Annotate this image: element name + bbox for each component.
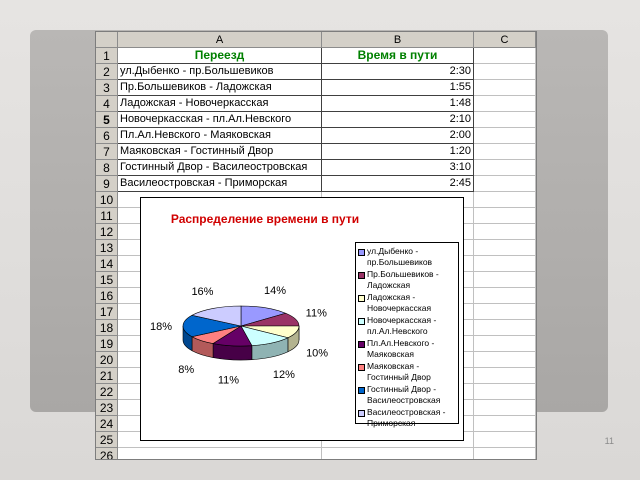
row-header-20[interactable]: 20: [96, 352, 118, 368]
empty-cell[interactable]: [474, 176, 536, 192]
empty-cell[interactable]: [474, 432, 536, 448]
empty-cell[interactable]: [474, 64, 536, 80]
row-header-15[interactable]: 15: [96, 272, 118, 288]
empty-cell[interactable]: [474, 256, 536, 272]
empty-cell[interactable]: [322, 448, 474, 460]
legend-item: [358, 384, 456, 406]
row-header-3[interactable]: 3: [96, 80, 118, 96]
route-cell[interactable]: Маяковская - Гостинный Двор: [118, 144, 322, 160]
legend-swatch: [358, 410, 365, 417]
legend-item: [358, 361, 456, 383]
empty-cell[interactable]: [118, 448, 322, 460]
legend-label: Василеостровская - Приморская: [367, 407, 446, 428]
time-cell[interactable]: 1:48: [322, 96, 474, 112]
row-header-16[interactable]: 16: [96, 288, 118, 304]
empty-cell[interactable]: [474, 448, 536, 460]
route-cell[interactable]: Василеостровская - Приморская: [118, 176, 322, 192]
empty-cell[interactable]: [474, 368, 536, 384]
legend-label: Пр.Большевиков - Ладожская: [367, 269, 439, 290]
row-header-12[interactable]: 12: [96, 224, 118, 240]
slide-page-number: 11: [604, 436, 614, 446]
empty-cell[interactable]: [474, 208, 536, 224]
row-header-1[interactable]: 1: [96, 48, 118, 64]
row-header-25[interactable]: 25: [96, 432, 118, 448]
row-header-23[interactable]: 23: [96, 400, 118, 416]
empty-cell[interactable]: [474, 224, 536, 240]
row-header-10[interactable]: 10: [96, 192, 118, 208]
pie-data-label: 11%: [217, 374, 240, 387]
empty-cell[interactable]: [474, 272, 536, 288]
select-all-corner[interactable]: [96, 32, 118, 48]
row-header-17[interactable]: 17: [96, 304, 118, 320]
route-cell[interactable]: Гостинный Двор - Василеостровская: [118, 160, 322, 176]
row-header-4[interactable]: 4: [96, 96, 118, 112]
legend-label: Ладожская - Новочеркасская: [367, 292, 432, 313]
spreadsheet: [95, 31, 537, 460]
legend-item: [358, 338, 456, 360]
legend-swatch: [358, 272, 365, 279]
row-header-22[interactable]: 22: [96, 384, 118, 400]
empty-cell[interactable]: [474, 336, 536, 352]
route-cell[interactable]: Новочеркасская - пл.Ал.Невского: [118, 112, 322, 128]
pie-data-label: 16%: [191, 285, 214, 298]
column-header-b[interactable]: B: [322, 32, 474, 48]
empty-cell[interactable]: [474, 112, 536, 128]
time-cell[interactable]: 1:55: [322, 80, 474, 96]
pie-data-label: 18%: [149, 321, 173, 333]
row-header-18[interactable]: 18: [96, 320, 118, 336]
chart-title: Распределение времени в пути: [170, 212, 360, 226]
chart-legend: [355, 242, 459, 428]
route-cell[interactable]: Пл.Ал.Невского - Маяковская: [118, 128, 322, 144]
empty-cell[interactable]: [474, 160, 536, 176]
legend-label: Новочеркасская - пл.Ал.Невского: [367, 315, 437, 336]
empty-cell[interactable]: [474, 144, 536, 160]
column-header-c[interactable]: C: [474, 32, 536, 48]
empty-cell[interactable]: [474, 352, 536, 368]
empty-cell[interactable]: [474, 240, 536, 256]
row-header-7[interactable]: 7: [96, 144, 118, 160]
pie-data-label: 8%: [178, 364, 195, 377]
empty-cell[interactable]: [474, 304, 536, 320]
route-cell[interactable]: Ладожская - Новочеркасская: [118, 96, 322, 112]
empty-cell[interactable]: [474, 192, 536, 208]
legend-swatch: [358, 387, 365, 394]
legend-item: [358, 269, 456, 291]
header-cell-route[interactable]: Переезд: [118, 48, 322, 64]
legend-label: Гостинный Двор - Василеостровская: [367, 384, 441, 405]
row-header-19[interactable]: 19: [96, 336, 118, 352]
legend-label: Пл.Ал.Невского - Маяковская: [367, 338, 435, 359]
legend-item: [358, 292, 456, 314]
header-cell-time[interactable]: Время в пути: [322, 48, 474, 64]
empty-cell[interactable]: [474, 48, 536, 64]
row-header-13[interactable]: 13: [96, 240, 118, 256]
legend-swatch: [358, 249, 365, 256]
time-cell[interactable]: 2:00: [322, 128, 474, 144]
route-cell[interactable]: ул.Дыбенко - пр.Большевиков: [118, 64, 322, 80]
row-header-11[interactable]: 11: [96, 208, 118, 224]
empty-cell[interactable]: [474, 288, 536, 304]
row-header-8[interactable]: 8: [96, 160, 118, 176]
pie-data-label: 14%: [264, 284, 287, 297]
pie-plot-area: [141, 198, 355, 442]
empty-cell[interactable]: [474, 320, 536, 336]
row-header-6[interactable]: 6: [96, 128, 118, 144]
legend-label: Маяковская - Гостинный Двор: [367, 361, 431, 382]
row-header-24[interactable]: 24: [96, 416, 118, 432]
empty-cell[interactable]: [474, 80, 536, 96]
time-cell[interactable]: 2:30: [322, 64, 474, 80]
time-cell[interactable]: 2:45: [322, 176, 474, 192]
empty-cell[interactable]: [474, 384, 536, 400]
time-cell[interactable]: 1:20: [322, 144, 474, 160]
time-cell[interactable]: 3:10: [322, 160, 474, 176]
pie-data-label: 11%: [305, 307, 327, 320]
row-header-9[interactable]: 9: [96, 176, 118, 192]
time-cell[interactable]: 2:10: [322, 112, 474, 128]
column-header-a[interactable]: A: [118, 32, 322, 48]
empty-cell[interactable]: [474, 128, 536, 144]
row-header-2[interactable]: 2: [96, 64, 118, 80]
legend-item: [358, 407, 456, 429]
legend-label: ул.Дыбенко - пр.Большевиков: [367, 246, 433, 267]
legend-swatch: [358, 295, 365, 302]
legend-item: [358, 315, 456, 337]
legend-swatch: [358, 364, 365, 371]
legend-swatch: [358, 318, 365, 325]
pie-chart[interactable]: [140, 197, 464, 441]
legend-swatch: [358, 341, 365, 348]
pie-data-label: 12%: [272, 368, 295, 381]
route-cell[interactable]: Пр.Большевиков - Ладожская: [118, 80, 322, 96]
pie-data-label: 10%: [306, 347, 329, 360]
empty-cell[interactable]: [474, 400, 536, 416]
row-header-5[interactable]: 5: [96, 112, 118, 128]
row-header-26[interactable]: 26: [96, 448, 118, 460]
empty-cell[interactable]: [474, 96, 536, 112]
empty-cell[interactable]: [474, 416, 536, 432]
legend-item: [358, 246, 456, 268]
row-header-14[interactable]: 14: [96, 256, 118, 272]
row-header-21[interactable]: 21: [96, 368, 118, 384]
